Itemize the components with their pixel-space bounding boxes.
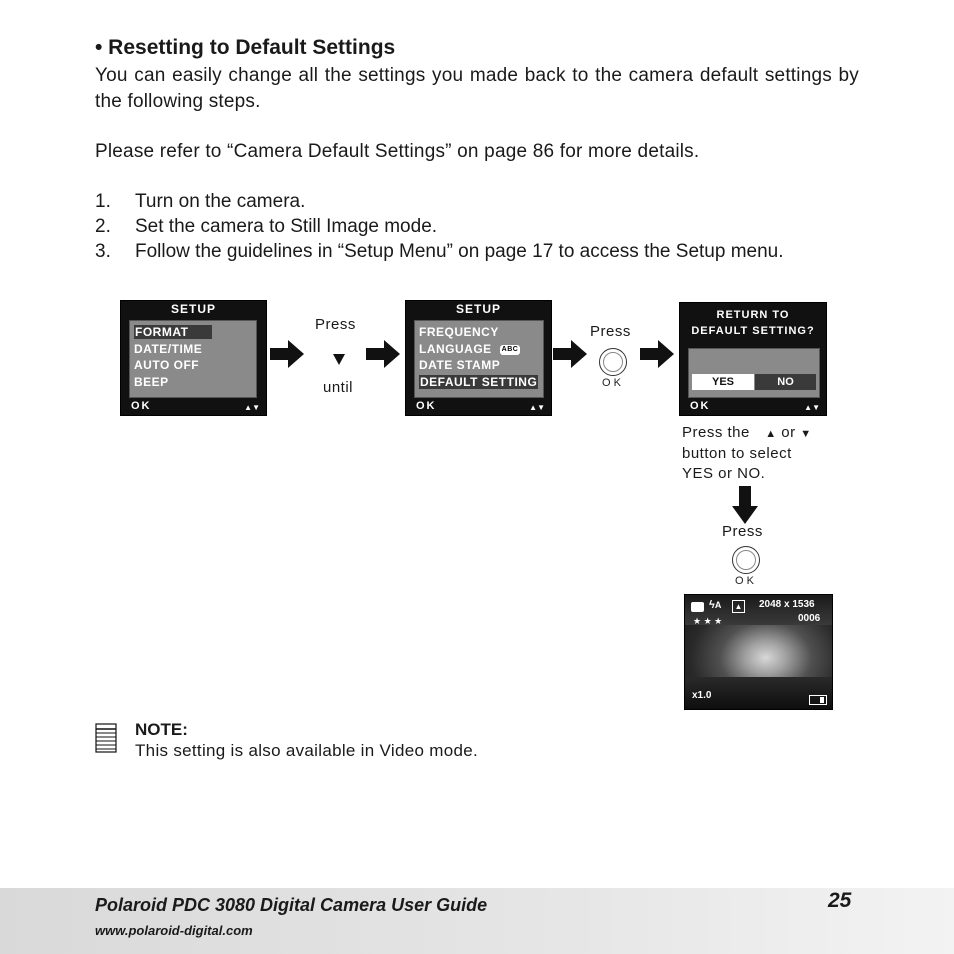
zoom-level: x1.0 [692, 690, 712, 701]
note-label: NOTE: [135, 720, 188, 739]
instruction-press-the: Press the [682, 424, 750, 441]
confirm-title-line-1: RETURN TO [716, 309, 790, 321]
setup-screen-1 [120, 300, 267, 416]
until-label: until [323, 379, 354, 396]
confirm-screen [679, 302, 827, 416]
ok-button-icon [595, 348, 631, 392]
setup-menu [414, 320, 544, 398]
step-3 [95, 239, 865, 289]
press-label-2: Press [590, 323, 631, 340]
ok-label: OK [131, 400, 152, 412]
press-label-1: Press [315, 316, 356, 333]
camera-icon [691, 602, 704, 612]
ok-button-label: OK [602, 377, 624, 389]
no-option: NO [755, 374, 816, 390]
white-balance-icon: ▲ [732, 600, 745, 613]
press-label-3: Press [722, 523, 763, 540]
section-heading: • Resetting to Default Settings [95, 36, 396, 59]
step-number: 3. [95, 241, 111, 262]
right-arrow-icon [366, 340, 400, 368]
footer-url: www.polaroid-digital.com [95, 923, 253, 938]
up-down-icon: ▲▼ [244, 403, 260, 412]
ok-button-icon [728, 546, 764, 590]
down-triangle-icon [333, 354, 345, 365]
step-number: 2. [95, 216, 111, 237]
menu-item-beep: BEEP [134, 375, 169, 389]
flash-icon: ϟA [709, 599, 722, 611]
menu-item-frequency: FREQUENCY [419, 325, 499, 339]
page-number: 25 [828, 889, 852, 912]
up-down-icon: ▲▼ [529, 403, 545, 412]
instruction-line-3: YES or NO. [682, 465, 766, 482]
confirm-title-line-2: DEFAULT SETTING? [691, 325, 815, 337]
menu-item-date-time: DATE/TIME [134, 342, 203, 356]
ok-button-label: OK [735, 575, 757, 587]
right-arrow-icon [640, 340, 674, 368]
step-text: Turn on the camera. [135, 191, 306, 212]
menu-item-auto-off: AUTO OFF [134, 358, 200, 372]
confirm-panel [688, 348, 820, 398]
note-text: This setting is also available in Video mode. [135, 741, 478, 760]
setup-menu [129, 320, 257, 398]
step-text: Set the camera to Still Image mode. [135, 216, 438, 237]
footer-title: Polaroid PDC 3080 Digital Camera User Guide [95, 895, 488, 915]
battery-icon [809, 695, 827, 705]
down-triangle-icon: ▼ [800, 428, 812, 440]
ok-label: OK [416, 400, 437, 412]
right-arrow-icon [553, 340, 587, 368]
shot-count: 0006 [798, 613, 821, 624]
menu-item-date-stamp: DATE STAMP [419, 358, 501, 372]
menu-item-default-setting: DEFAULT SETTING [420, 375, 538, 389]
refer-paragraph: Please refer to “Camera Default Settings” on page 86 for more details. [95, 141, 700, 162]
resolution-label: 2048 x 1536 [759, 599, 815, 610]
up-triangle-icon: ▲ [765, 428, 777, 440]
up-down-icon: ▲▼ [804, 403, 820, 412]
setup-screen-2 [405, 300, 552, 416]
abc-badge: ABC [501, 345, 519, 353]
quality-stars: ★ ★ ★ [693, 616, 723, 626]
notepad-icon [95, 723, 117, 753]
step-number: 1. [95, 191, 111, 212]
step-1 [95, 189, 865, 214]
menu-item-language: LANGUAGE [419, 342, 492, 356]
ok-label: OK [690, 400, 711, 412]
preview-screen [684, 594, 833, 710]
intro-paragraph: You can easily change all the settings you made back to the camera default settings by the following steps. [95, 65, 859, 112]
page-footer [0, 888, 954, 954]
instruction-or: or [781, 424, 796, 441]
step-text: Follow the guidelines in “Setup Menu” on page 17 to access the Setup menu. [135, 241, 784, 262]
screen-title: SETUP [455, 302, 501, 316]
yes-option: YES [692, 374, 754, 390]
down-arrow-icon [732, 486, 758, 524]
instruction-line-2: button to select [682, 445, 792, 462]
step-2 [95, 214, 865, 239]
right-arrow-icon [270, 340, 304, 368]
menu-item-format: FORMAT [134, 325, 212, 339]
screen-title: SETUP [170, 302, 216, 316]
instruction-text [682, 423, 812, 484]
